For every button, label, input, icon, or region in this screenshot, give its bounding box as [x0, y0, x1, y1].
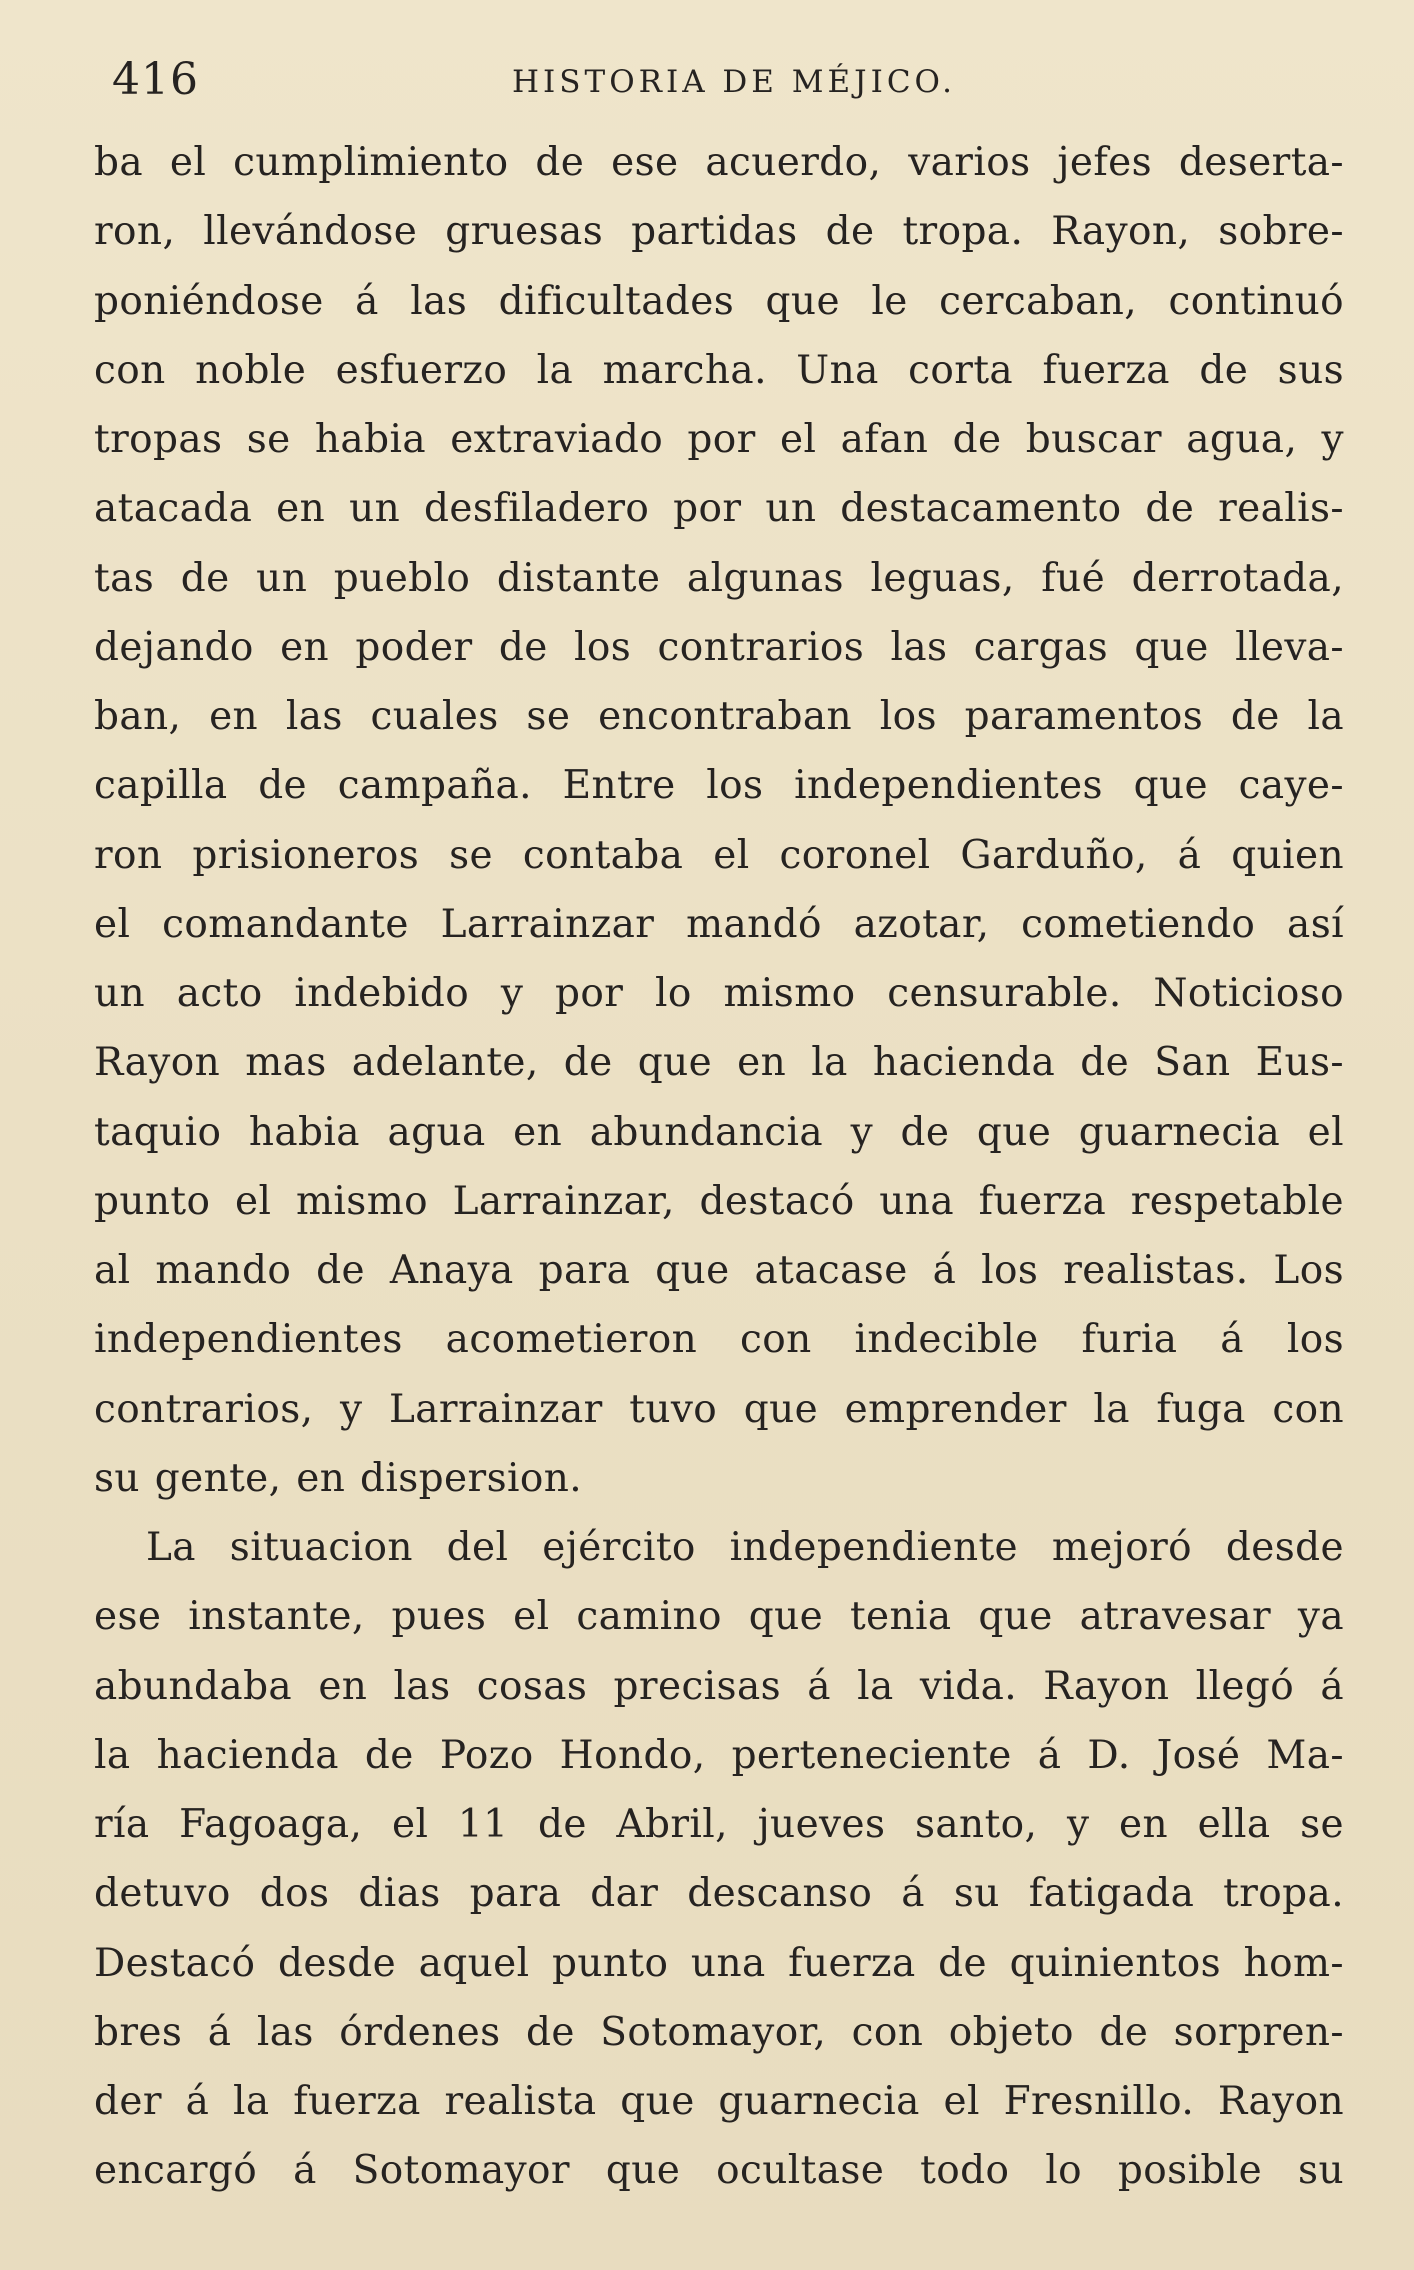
text-line: ría Fagoaga, el 11 de Abril, jueves santo, y en ella se [94, 1802, 1344, 1847]
text-line: abundaba en las cosas precisas á la vida. Rayon llegó á [94, 1663, 1344, 1709]
text-line: contrarios, y Larrainzar tuvo que emprender la fuga con [94, 1386, 1344, 1432]
text-line: taquio habia agua en abundancia y de que guarnecia el [94, 1109, 1344, 1155]
text-line: encargó á Sotomayor que ocultase todo lo posible su [94, 2148, 1344, 2194]
text-line: dejando en poder de los contrarios las cargas que lleva- [94, 624, 1344, 670]
page-header [112, 52, 1352, 112]
text-line: con noble esfuerzo la marcha. Una corta fuerza de sus [94, 347, 1344, 393]
text-line: ron, llevándose gruesas partidas de tropa. Rayon, sobre- [94, 209, 1344, 255]
text-line: ese instante, pues el camino que tenia que atravesar ya [94, 1594, 1344, 1640]
text-line: ron prisioneros se contaba el coronel Garduño, á quien [94, 832, 1344, 878]
text-line: tropas se habia extraviado por el afan de buscar agua, y [94, 417, 1344, 462]
text-line: al mando de Anaya para que atacase á los realistas. Los [94, 1248, 1344, 1293]
text-line: tas de un pueblo distante algunas leguas, fué derrotada, [94, 555, 1344, 601]
text-line: poniéndose á las dificultades que le cercaban, continuó [94, 278, 1344, 324]
text-line: independientes acometieron con indecible furia á los [94, 1317, 1344, 1363]
text-line: la hacienda de Pozo Hondo, perteneciente á D. José Ma- [94, 1732, 1344, 1778]
text-line: ba el cumplimiento de ese acuerdo, varios jefes deserta- [94, 140, 1344, 185]
text-line: atacada en un desfiladero por un destacamento de realis- [94, 486, 1344, 532]
paragraph-end-line: su gente, en dispersion. [94, 1455, 583, 1501]
text-line: ban, en las cuales se encontraban los paramentos de la [94, 694, 1344, 739]
text-line: Rayon mas adelante, de que en la hacienda de San Eus- [94, 1040, 1344, 1086]
text-line: der á la fuerza realista que guarnecia el Fresnillo. Rayon [94, 2079, 1344, 2124]
text-line: punto el mismo Larrainzar, destacó una fuerza respetable [94, 1178, 1344, 1224]
body-text [94, 128, 1344, 2206]
text-line: Destacó desde aquel punto una fuerza de quinientos hom- [94, 1940, 1344, 1986]
paragraph-start-line: La situacion del ejército independiente mejoró desde [146, 1525, 1344, 1570]
text-line: detuvo dos dias para dar descanso á su fatigada tropa. [94, 1871, 1344, 1917]
text-line: capilla de campaña. Entre los independientes que caye- [94, 763, 1344, 809]
text-line: bres á las órdenes de Sotomayor, con objeto de sorpren- [94, 2009, 1344, 2055]
running-title: HISTORIA DE MÉJICO. [512, 64, 956, 100]
text-line: el comandante Larrainzar mandó azotar, cometiendo así [94, 901, 1344, 947]
page-number: 416 [112, 54, 199, 105]
text-line: un acto indebido y por lo mismo censurable. Noticioso [94, 971, 1344, 1016]
